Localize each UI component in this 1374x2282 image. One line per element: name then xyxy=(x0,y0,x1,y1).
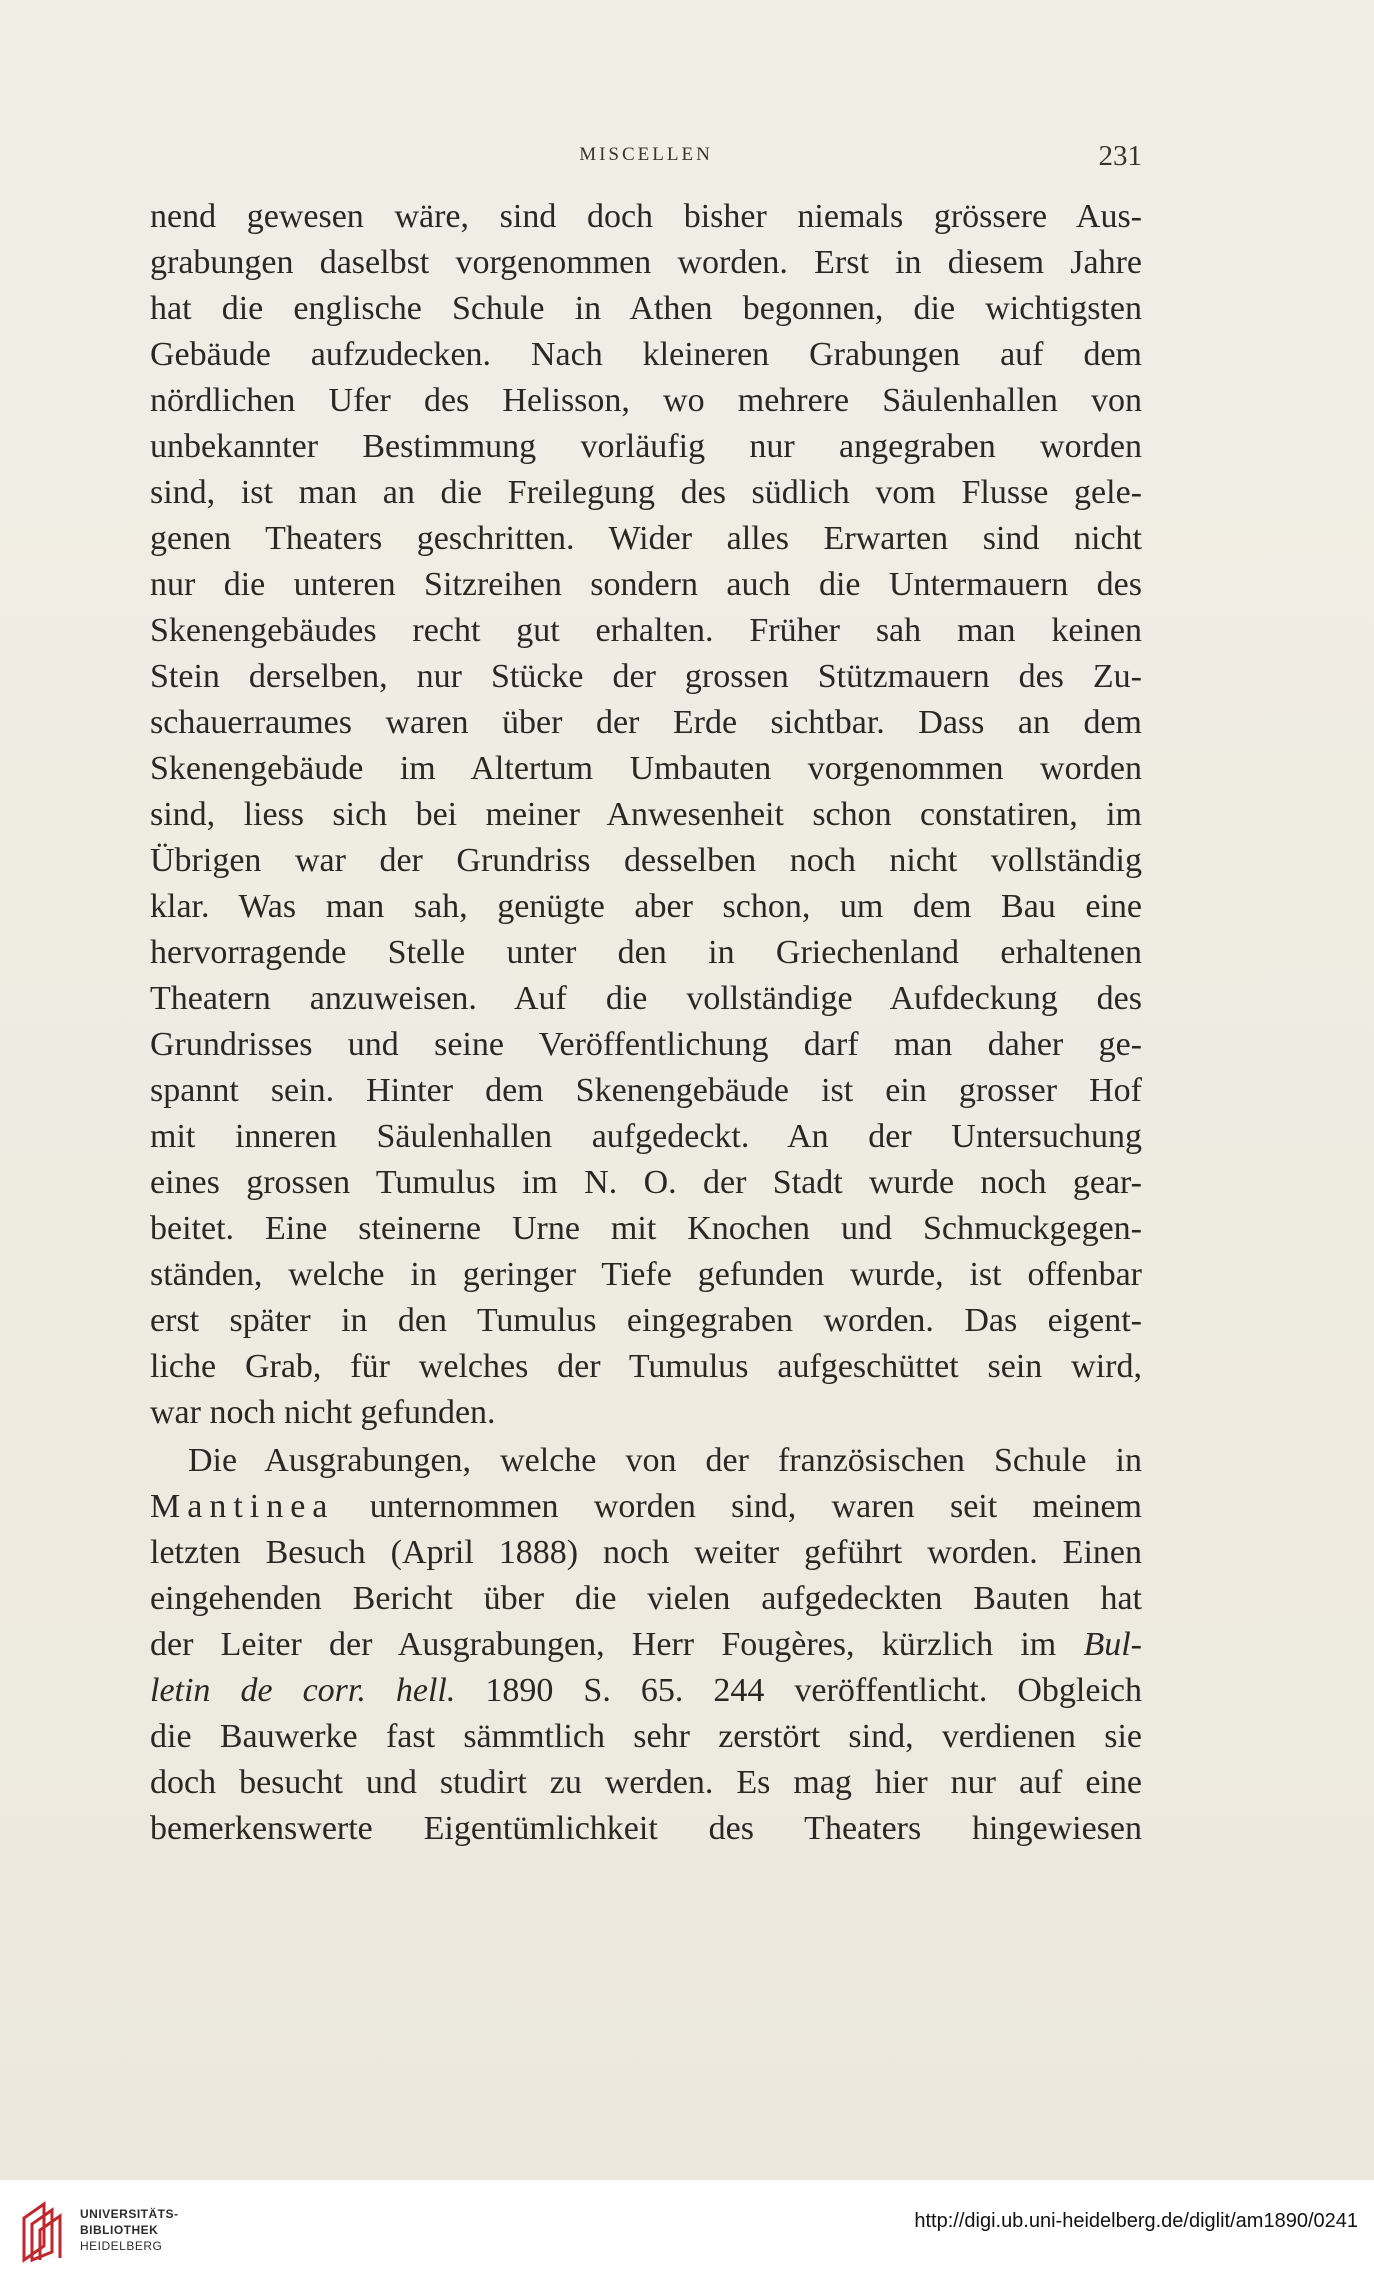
text-line: nördlichen Ufer des Helisson, wo mehrere Säulenhallen von xyxy=(150,382,1142,419)
text-line: grabungen daselbst vorgenommen worden. Erst in diesem Jahre xyxy=(150,244,1142,281)
text-line: liche Grab, für welches der Tumulus aufgeschüttet sein wird, xyxy=(150,1348,1142,1385)
library-name-line: UNIVERSITÄTS- xyxy=(80,2207,179,2221)
text-line: nur die unteren Sitzreihen sondern auch die Untermauern des xyxy=(150,566,1142,603)
text-line: eines grossen Tumulus im N. O. der Stadt wurde noch gear- xyxy=(150,1164,1142,1201)
text-line: ständen, welche in geringer Tiefe gefunden wurde, ist offenbar xyxy=(150,1256,1142,1293)
text-line: doch besucht und studirt zu werden. Es mag hier nur auf eine xyxy=(150,1764,1142,1801)
text-line: Grundrisses und seine Veröffentlichung darf man daher ge- xyxy=(150,1026,1142,1063)
text-line: Gebäude aufzudecken. Nach kleineren Grabungen auf dem xyxy=(150,336,1142,373)
text-line: bemerkenswerte Eigentümlichkeit des Theaters hingewiesen xyxy=(150,1810,1142,1847)
text-fragment: der Leiter der Ausgrabungen, Herr Fougères, kürzlich im xyxy=(150,1626,1084,1663)
body-text xyxy=(150,194,1142,1852)
source-url-link[interactable]: http://digi.ub.uni-heidelberg.de/diglit/am1890/0241 xyxy=(914,2210,1358,2232)
text-line: schauerraumes waren über der Erde sichtbar. Dass an dem xyxy=(150,704,1142,741)
library-footer xyxy=(0,2180,1374,2282)
text-line: eingehenden Bericht über die vielen aufgedeckten Bauten hat xyxy=(150,1580,1142,1617)
text-line: klar. Was man sah, genügte aber schon, um dem Bau eine xyxy=(150,888,1142,925)
text-line: sind, ist man an die Freilegung des südlich vom Flusse gele- xyxy=(150,474,1142,511)
journal-title-fragment: Bul- xyxy=(1083,1626,1142,1663)
text-line: Übrigen war der Grundriss desselben noch nicht vollständig xyxy=(150,842,1142,879)
library-name-line: BIBLIOTHEK xyxy=(80,2223,159,2237)
text-fragment: 1890 S. 65. 244 veröffentlicht. Obgleich xyxy=(455,1672,1142,1709)
text-line: Skenengebäude im Altertum Umbauten vorgenommen worden xyxy=(150,750,1142,787)
text-line: Stein derselben, nur Stücke der grossen Stützmauern des Zu- xyxy=(150,658,1142,695)
text-fragment: unternommen worden sind, waren seit meinem xyxy=(334,1488,1142,1525)
place-name-mantinea: Mantinea xyxy=(150,1488,335,1525)
text-line: sind, liess sich bei meiner Anwesenheit schon constatiren, im xyxy=(150,796,1142,833)
text-line: nend gewesen wäre, sind doch bisher niemals grössere Aus- xyxy=(150,198,1142,235)
text-line: Skenengebäudes recht gut erhalten. Früher sah man keinen xyxy=(150,612,1142,649)
library-logo-icon xyxy=(14,2198,66,2264)
library-name-line: HEIDELBERG xyxy=(80,2239,163,2253)
text-line xyxy=(150,1484,1142,1530)
text-line: beitet. Eine steinerne Urne mit Knochen und Schmuckgegen- xyxy=(150,1210,1142,1247)
text-line: war noch nicht gefunden. xyxy=(150,1394,496,1431)
text-line: hat die englische Schule in Athen begonnen, die wichtigsten xyxy=(150,290,1142,327)
text-line: Die Ausgrabungen, welche von der französischen Schule in xyxy=(188,1442,1142,1479)
text-line: erst später in den Tumulus eingegraben worden. Das eigent- xyxy=(150,1302,1142,1339)
text-line: die Bauwerke fast sämmtlich sehr zerstört sind, verdienen sie xyxy=(150,1718,1142,1755)
text-line: hervorragende Stelle unter den in Griechenland erhaltenen xyxy=(150,934,1142,971)
text-line: Theatern anzuweisen. Auf die vollständige Aufdeckung des xyxy=(150,980,1142,1017)
text-line: genen Theaters geschritten. Wider alles Erwarten sind nicht xyxy=(150,520,1142,557)
library-name xyxy=(80,2206,179,2254)
running-title: MISCELLEN xyxy=(579,144,713,165)
journal-title-fragment: letin de corr. hell. xyxy=(150,1672,456,1709)
text-line: letzten Besuch (April 1888) noch weiter geführt worden. Einen xyxy=(150,1534,1142,1571)
text-line: unbekannter Bestimmung vorläufig nur angegraben worden xyxy=(150,428,1142,465)
text-line: mit inneren Säulenhallen aufgedeckt. An der Untersuchung xyxy=(150,1118,1142,1155)
text-line: spannt sein. Hinter dem Skenengebäude ist ein grosser Hof xyxy=(150,1072,1142,1109)
running-head xyxy=(150,140,1142,178)
text-line xyxy=(150,1622,1142,1668)
page-number: 231 xyxy=(1098,140,1142,172)
text-line xyxy=(150,1668,1142,1714)
